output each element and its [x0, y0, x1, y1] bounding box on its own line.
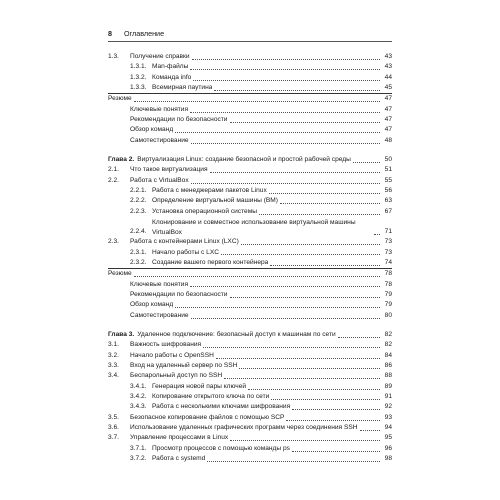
toc-entry-number: 3.7. [108, 434, 119, 442]
toc-entry-title: Резюме [108, 95, 132, 103]
dot-leader [191, 183, 380, 184]
toc-entry-title: Работа с несколькими ключами шифрования [152, 403, 291, 411]
toc-entry [108, 258, 392, 268]
toc-entry [108, 105, 392, 115]
dot-leader [374, 234, 380, 235]
toc-entry [108, 268, 392, 279]
toc-entry-number: 1.3. [108, 53, 119, 60]
dot-leader [190, 112, 380, 113]
toc-entry-title: Рекомендации по безопасности [130, 116, 228, 124]
toc-entry-page: 82 [384, 330, 392, 338]
toc-entry-page: 73 [384, 248, 392, 256]
toc-entry-page: 47 [384, 116, 392, 124]
toc-entry-title: Ключевые понятия [130, 280, 189, 288]
toc-entry-page: 47 [384, 95, 392, 103]
dot-leader [191, 143, 380, 144]
toc-entry-page: 47 [384, 126, 392, 134]
toc-entry-title: Беспарольный доступ по SSH [130, 372, 223, 380]
toc-entry-title: Обзор команд [130, 126, 174, 134]
toc-entry-number: 3.1. [108, 341, 119, 349]
toc-entry [108, 311, 392, 321]
toc-entry [108, 186, 392, 196]
toc-entry-number: 2.2.4. [130, 227, 147, 235]
running-header [108, 29, 392, 38]
toc-entry-title: Работа с менеджерами пакетов Linux [152, 187, 267, 195]
toc-entry-page: 79 [384, 290, 392, 298]
table-of-contents [108, 52, 392, 464]
toc-entry [108, 196, 392, 206]
toc-entry-page: 82 [384, 341, 392, 349]
toc-entry [108, 351, 392, 361]
toc-entry-title: Удаленное подключение: безопасный доступ к машинам по сети [137, 330, 336, 338]
toc-entry-page: 84 [384, 351, 392, 359]
dot-leader [280, 203, 380, 204]
toc-entry [108, 454, 392, 464]
toc-entry-title: Самотестирование [130, 136, 189, 144]
toc-entry-page: 78 [384, 270, 392, 278]
toc-entry-number: 3.3. [108, 361, 119, 369]
toc-entry-page: 95 [384, 434, 392, 442]
dot-leader [134, 101, 380, 102]
toc-entry-page: 92 [384, 403, 392, 411]
toc-entry-title: Клонирование и совместное использование виртуальной машины VirtualBox [152, 218, 356, 236]
toc-entry-title: Определение виртуальной машины (ВМ) [152, 197, 278, 205]
dot-leader [190, 69, 380, 70]
header-rule [108, 41, 392, 42]
toc-entry-page: 78 [384, 280, 392, 288]
toc-entry [108, 125, 392, 135]
toc-entry-title: Рекомендации по безопасности [130, 290, 228, 298]
dot-leader [134, 276, 380, 277]
toc-entry-page: 71 [384, 227, 392, 235]
toc-entry-number: 3.4.3. [130, 403, 147, 411]
toc-entry [108, 371, 392, 381]
toc-entry-page: 80 [384, 311, 392, 319]
toc-entry [108, 392, 392, 402]
dot-leader [292, 409, 380, 410]
toc-entry [108, 433, 392, 443]
toc-entry-number: 3.6. [108, 424, 119, 431]
toc-entry-title: Получение справки [130, 53, 190, 60]
toc-entry-page: 74 [384, 258, 392, 266]
toc-entry [108, 382, 392, 392]
toc-entry-number: 2.3. [108, 238, 119, 246]
toc-entry-page: 79 [384, 301, 392, 309]
dot-leader [269, 193, 380, 194]
toc-entry-page: 67 [384, 207, 392, 215]
dot-leader [203, 347, 380, 348]
toc-entry-page: 63 [384, 197, 392, 205]
toc-entry [108, 165, 392, 175]
toc-entry-page: 44 [384, 73, 392, 81]
toc-entry-page: 96 [384, 444, 392, 452]
dot-leader [353, 162, 380, 163]
toc-entry-title: Начало работы с OpenSSH [130, 351, 214, 359]
page-number: 8 [108, 29, 112, 38]
toc-entry [108, 73, 392, 83]
toc-entry-page: 43 [384, 53, 392, 60]
dot-leader [230, 122, 381, 123]
toc-entry-title: Всемирная паутина [152, 84, 213, 92]
toc-entry-title: Использование удаленных графических программ через соединения SSH [130, 424, 358, 431]
dot-leader [360, 430, 380, 431]
toc-entry-title: Работа с systemd [152, 455, 206, 463]
toc-entry-title: Команда info [152, 73, 192, 81]
toc-entry [108, 52, 392, 62]
toc-entry-page: 48 [384, 136, 392, 144]
dot-leader [221, 254, 380, 255]
toc-entry-title: Что такое виртуализация [130, 166, 208, 174]
toc-entry-page: 50 [384, 156, 392, 164]
toc-entry-page: 88 [384, 372, 392, 380]
toc-entry-title: Важность шифрования [130, 341, 202, 349]
toc-entry-number: 3.7.2. [130, 455, 147, 463]
toc-entry-number: 3.4.1. [130, 382, 147, 390]
toc-entry-number: 3.7.1. [130, 444, 147, 452]
toc-entry-number: 3.4. [108, 372, 119, 380]
toc-entry-title: Работа с контейнерами Linux (LXC) [130, 238, 239, 246]
toc-entry [108, 207, 392, 217]
toc-entry-number: Глава 3. [108, 330, 135, 338]
dot-leader [216, 358, 380, 359]
toc-entry-number: 3.2. [108, 351, 119, 359]
dot-leader [241, 244, 380, 245]
dot-leader [193, 80, 380, 81]
toc-entry [108, 444, 392, 454]
dot-leader [192, 59, 380, 60]
dot-leader [230, 440, 380, 441]
dot-leader [292, 451, 380, 452]
toc-entry-number: 2.2.1. [130, 187, 147, 195]
toc-entry-page: 98 [384, 455, 392, 463]
toc-chapter [108, 155, 392, 165]
dot-leader [175, 132, 380, 133]
toc-entry-page: 56 [384, 187, 392, 195]
dot-leader [210, 172, 380, 173]
toc-entry-title: Резюме [108, 270, 132, 278]
toc-entry-page: 91 [384, 392, 392, 400]
dot-leader [214, 90, 380, 91]
toc-entry-title: Просмотр процессов с помощью команды ps [152, 444, 290, 452]
dot-leader [270, 265, 380, 266]
toc-chapter [108, 330, 392, 340]
toc-entry-title: Вход на удаленный сервер по SSH [130, 361, 238, 369]
toc-entry [108, 280, 392, 290]
toc-entry-title: Установка операционной системы [152, 207, 257, 215]
toc-entry-title: Генерация новой пары ключей [152, 382, 247, 390]
toc-entry-title: Man-файлы [152, 63, 189, 71]
toc-entry-title: Работа с VirtualBox [130, 176, 189, 184]
toc-entry-title: Виртуализация Linux: создание безопасной и простой рабочей среды [137, 156, 351, 164]
toc-entry [108, 300, 392, 310]
toc-entry-number: 1.3.3. [130, 84, 147, 92]
toc-entry-title: Управление процессами в Linux [130, 434, 229, 442]
toc-entry-number: 3.5. [108, 413, 119, 421]
toc-entry [108, 423, 392, 433]
dot-leader [207, 461, 380, 462]
toc-entry [108, 62, 392, 72]
dot-leader [286, 420, 380, 421]
toc-entry-number: 2.2.2. [130, 197, 147, 205]
dot-leader [239, 368, 380, 369]
dot-leader [259, 214, 380, 215]
toc-entry-title: Самотестирование [130, 311, 189, 319]
toc-entry-page: 93 [384, 413, 392, 421]
toc-entry-number: 2.2.3. [130, 207, 147, 215]
toc-entry-page: 86 [384, 361, 392, 369]
toc-entry-number: 2.1. [108, 166, 119, 174]
toc-entry-number: 1.3.2. [130, 73, 147, 81]
toc-entry-page: 55 [384, 176, 392, 184]
toc-entry-title: Создание вашего первого контейнера [152, 258, 269, 266]
toc-entry-number: Глава 2. [108, 156, 135, 164]
dot-leader [175, 307, 380, 308]
toc-entry [108, 402, 392, 412]
toc-entry [108, 248, 392, 258]
toc-entry [108, 93, 392, 104]
toc-entry [108, 340, 392, 350]
toc-entry-number: 2.2. [108, 176, 119, 184]
toc-entry [108, 237, 392, 247]
toc-entry-page: 45 [384, 84, 392, 92]
toc-entry [108, 361, 392, 371]
dot-leader [338, 337, 380, 338]
dot-leader [191, 318, 380, 319]
toc-entry-page: 73 [384, 238, 392, 246]
toc-entry-title: Безопасное копирование файлов с помощью SCP [130, 413, 285, 421]
toc-entry [108, 176, 392, 186]
toc-entry-number: 3.4.2. [130, 392, 147, 400]
toc-entry-title: Обзор команд [130, 301, 174, 309]
running-title: Оглавление [124, 29, 165, 38]
toc-entry [108, 136, 392, 146]
toc-entry-page: 43 [384, 63, 392, 71]
toc-entry-number: 2.3.2. [130, 258, 147, 266]
toc-entry [108, 290, 392, 300]
toc-entry-title: Ключевые понятия [130, 105, 189, 113]
dot-leader [271, 399, 380, 400]
dot-leader [248, 389, 380, 390]
toc-entry-page: 94 [384, 424, 392, 431]
toc-entry [108, 83, 392, 93]
toc-entry-title: Начало работы с LXC [152, 248, 219, 256]
toc-entry-title: Копирование открытого ключа по сети [152, 392, 270, 400]
dot-leader [190, 286, 380, 287]
dot-leader [230, 297, 381, 298]
toc-entry-page: 89 [384, 382, 392, 390]
toc-entry-page: 47 [384, 105, 392, 113]
toc-entry [108, 413, 392, 423]
dot-leader [224, 378, 380, 379]
toc-entry-page: 51 [384, 166, 392, 174]
toc-entry-number: 2.3.1. [130, 248, 147, 256]
toc-entry [108, 217, 392, 237]
toc-entry-number: 1.3.1. [130, 63, 147, 71]
toc-entry [108, 115, 392, 125]
